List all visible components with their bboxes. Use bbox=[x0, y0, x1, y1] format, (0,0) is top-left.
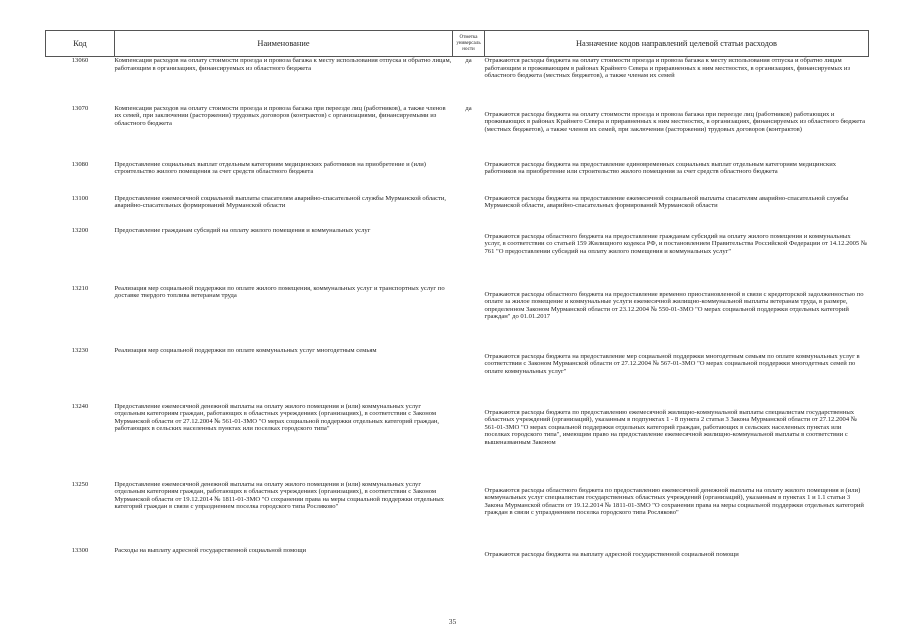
row-flag bbox=[453, 547, 485, 569]
row-code: 13300 bbox=[71, 546, 89, 554]
page-number: 35 bbox=[448, 617, 457, 626]
row-name: Реализация мер социальной поддержки по оплате жилого помещения, коммунальных услуг и транспортных услуг по доставке твердого топлива ветеранам труда bbox=[114, 284, 445, 300]
row-code: 13210 bbox=[71, 284, 89, 292]
row-flag bbox=[453, 481, 485, 547]
table-row bbox=[46, 195, 869, 227]
row-name: Предоставление ежемесячной социальной выплаты спасателям аварийно-спасательной службы Мурманской области, аварийно-спасательных формирований Мурманской области bbox=[114, 194, 447, 210]
table-row bbox=[46, 347, 869, 403]
row-code: 13080 bbox=[71, 160, 89, 168]
row-purpose: Отражаются расходы бюджета на выплату адресной государственной социальной помощи bbox=[484, 550, 739, 558]
row-code: 13070 bbox=[71, 104, 89, 112]
row-flag bbox=[453, 161, 485, 195]
row-flag bbox=[453, 227, 485, 285]
row-purpose: Отражаются расходы бюджета на предоставление единовременных социальных выплат отдельным категориям медицинских работников на приобретение или строительство жилого помещения за счет средств областного бюджета bbox=[484, 160, 837, 176]
table-row bbox=[46, 227, 869, 285]
header-purpose: Назначение кодов направлений целевой статьи расходов bbox=[485, 31, 869, 57]
row-flag bbox=[453, 285, 485, 347]
row-name: Реализация мер социальной поддержки по оплате коммунальных услуг многодетным семьям bbox=[114, 346, 377, 354]
row-name: Предоставление социальных выплат отдельным категориям медицинских работников на приобретение и (или) строительство жилого помещения за счет средств областного бюджета bbox=[114, 160, 426, 176]
header-flag: Отметка универсаль ности bbox=[453, 31, 485, 57]
table-row bbox=[46, 285, 869, 347]
row-flag bbox=[453, 403, 485, 481]
row-code: 13240 bbox=[71, 402, 89, 410]
row-flag: да bbox=[465, 104, 472, 112]
table-row bbox=[46, 57, 869, 105]
row-name: Предоставление ежемесячной денежной выплаты на оплату жилого помещения и (или) коммунальных услуг отдельным категориям граждан, работающих в областных учреждениях (организациях), в соответствии с Законом Мурманской области от 27.12.2004 № 561-01-ЗМО "О мерах социальной поддержки отдельных категорий граждан, работающих в сельских населенных пунктах или поселках городского типа" bbox=[114, 402, 440, 433]
row-purpose: Отражаются расходы областного бюджета по предоставлению ежемесячной денежной выплаты на оплату жилого помещения и (или) коммунальных услуг специалистам государственных областных учреждений (организаций), указанным в пунктах 1 и 1.1 статьи 3 Закона Мурманской области от 19.12.2014 № 1811-01-ЗМО "О сохранении права на меры социальной поддержки отдельных категорий граждан в связи с упразднением поселка городского типа Росляково" bbox=[484, 486, 864, 517]
table-row bbox=[46, 481, 869, 547]
table-row bbox=[46, 161, 869, 195]
row-name: Компенсация расходов на оплату стоимости проезда и провоза багажа к месту использования отпуска и обратно лицам, работающим в организациях, финансируемых из областного бюджета bbox=[114, 57, 452, 72]
row-name: Компенсация расходов на оплату стоимости проезда и провоза багажа при переезде лиц (работников), а также членов их семей, при заключении (расторжении) трудовых договоров (контрактов) с организациями, финансируемыми из областного бюджета bbox=[114, 104, 446, 127]
row-code: 13100 bbox=[71, 194, 89, 202]
table-header-row bbox=[46, 31, 869, 57]
row-purpose: Отражаются расходы бюджета на предоставление ежемесячной социальной выплаты спасателям аварийно-спасательной службы Мурманской области, аварийно-спасательных формирований Мурманской области bbox=[484, 194, 849, 210]
row-code: 13200 bbox=[71, 226, 89, 234]
row-purpose: Отражаются расходы бюджета на предоставление мер социальной поддержки многодетным семьям по оплате коммунальных услуг в соответствии с Законом Мурманской области от 27.12.2004 № 567-01-ЗМО "О мерах социальной поддержки многодетных семей по оплате коммунальных услуг" bbox=[484, 352, 860, 375]
row-purpose: Отражаются расходы областного бюджета на предоставление гражданам субсидий на оплату жилого помещения и коммунальных услуг, в соответствии со статьей 159 Жилищного кодекса РФ, и постановлением Правительства Российской Федерации от 14.12.2005 № 761 "О предоставлении субсидий на оплату жилого помещения и коммунальных услуг" bbox=[484, 232, 868, 255]
row-name: Предоставление гражданам субсидий на оплату жилого помещения и коммунальных услуг bbox=[114, 226, 371, 234]
row-purpose: Отражаются расходы бюджета по предоставлению ежемесячной жилищно-коммунальной выплаты специалистам государственных областных учреждений (организаций), указанным в подпунктах 1 - 8 пункта 2 статьи 3 Закона Мурманской области от 27.12.2004 № 561-01-ЗМО "О мерах социальной поддержки отдельных категорий граждан, работающих в сельских населенных пунктах или поселках городского типа", имеющим право на предоставление ежемесячной жилищно-коммунальной выплаты в соответствии с вышеназванным Законом bbox=[484, 408, 858, 446]
row-flag bbox=[453, 347, 485, 403]
row-code: 13060 bbox=[71, 57, 89, 64]
row-purpose: Отражаются расходы бюджета на оплату стоимости проезда и провоза багажа к месту использования отпуска и обратно лицам работающим и проживающим в районах Крайнего Севера и приравненных к ним местностях, в организациях, финансируемых из областного бюджета (местных бюджетов), а также членам их семей bbox=[484, 57, 851, 80]
row-purpose: Отражаются расходы областного бюджета на предоставление временно приостановленной в связи с кредиторской задолженностью по оплате за жилое помещение и коммунальные услуги ежемесячной жилищно-коммунальной выплаты ветеранам труда, в размере, определенном Законом Мурманской области от 23.12.2004 № 550-01-ЗМО "О мерах социальной поддержки отдельных категорий граждан" до 01.01.2017 bbox=[484, 290, 864, 321]
table-row bbox=[46, 105, 869, 161]
header-name: Наименование bbox=[115, 31, 453, 57]
row-flag bbox=[453, 195, 485, 227]
row-purpose: Отражаются расходы бюджета на оплату стоимости проезда и провоза багажа при переезде лиц (работников) работающих и проживающих в районах Крайнего Севера и приравненных к ним местностях, в организациях, финансируемых из областного бюджета (местных бюджетов), а также членов их семей, при заключении (расторжении) трудовых договоров (контрактов) bbox=[484, 110, 866, 133]
table-row bbox=[46, 547, 869, 569]
budget-codes-table bbox=[45, 30, 869, 569]
row-name: Предоставление ежемесячной денежной выплаты на оплату жилого помещения и (или) коммунальных услуг отдельным категориям граждан, работающих в областных учреждениях (организациях), в соответствии с Законом Мурманской области от 19.12.2014 № 1811-01-ЗМО "О сохранении права на меры социальной поддержки отдельных категорий граждан в связи с упразднением поселка городского типа Росляково" bbox=[114, 480, 444, 511]
header-code: Код bbox=[46, 31, 115, 57]
table-row bbox=[46, 403, 869, 481]
row-flag: да bbox=[465, 57, 472, 64]
row-code: 13230 bbox=[71, 346, 89, 354]
row-name: Расходы на выплату адресной государственной социальной помощи bbox=[114, 546, 307, 554]
row-code: 13250 bbox=[71, 480, 89, 488]
